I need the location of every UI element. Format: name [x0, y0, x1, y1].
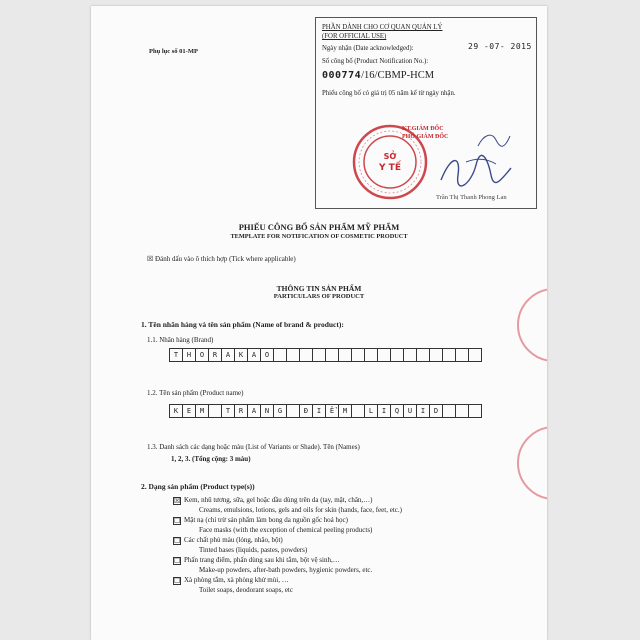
date-acknowledged-value: 29 -07- 2015: [468, 42, 532, 51]
char-cell: [469, 349, 481, 361]
char-cell: [326, 349, 339, 361]
checkbox-icon: ☐: [174, 577, 181, 585]
char-cell: M: [339, 405, 352, 417]
char-cell: [456, 349, 469, 361]
variants-value: 1, 2, 3. (Tổng cộng: 3 màu): [171, 455, 251, 463]
char-cell: T: [170, 349, 183, 361]
char-cell: [443, 349, 456, 361]
document-page: [91, 6, 547, 640]
notification-number: [322, 70, 434, 81]
char-cell: D: [430, 405, 443, 417]
tick-note-text: Đánh dấu vào ô thích hợp (Tick where applicable): [155, 255, 296, 263]
char-cell: T: [222, 405, 235, 417]
checkbox-icon: ☐: [174, 557, 181, 565]
signature-subtitle: PHÓ GIÁM ĐỐC: [402, 134, 449, 140]
char-cell: O: [196, 349, 209, 361]
official-seal-stamp: [350, 122, 430, 202]
product-name-char-grid: [169, 404, 482, 418]
annex-label: Phụ lục số 01-MP: [149, 48, 198, 55]
notification-number-stamp: 000774: [322, 70, 362, 81]
char-cell: Q: [391, 405, 404, 417]
char-cell: R: [209, 349, 222, 361]
char-cell: [456, 405, 469, 417]
product-type-en: Toilet soaps, deodorant soaps, etc: [199, 586, 293, 594]
product-name-label: 1.2. Tên sản phẩm (Product name): [147, 389, 244, 397]
char-cell: I: [417, 405, 430, 417]
signature-title: KT.GIÁM ĐỐC: [402, 126, 444, 132]
checked-checkbox-icon: ☒: [174, 497, 181, 505]
handwritten-signature: [436, 150, 516, 190]
char-cell: O: [261, 349, 274, 361]
char-cell: N: [261, 405, 274, 417]
char-cell: [417, 349, 430, 361]
char-cell: [352, 349, 365, 361]
document-title-en: TEMPLATE FOR NOTIFICATION OF COSMETIC PRODUCT: [230, 233, 408, 240]
char-cell: H: [183, 349, 196, 361]
product-type-item: [173, 556, 340, 565]
brand-char-grid: [169, 348, 482, 362]
notification-number-label: Số công bố (Product Notification No.):: [322, 58, 429, 65]
char-cell: Đ: [300, 405, 313, 417]
official-header-vi: PHẦN DÀNH CHO CƠ QUAN QUẢN LÝ: [322, 24, 443, 31]
char-cell: [339, 349, 352, 361]
product-type-vi: Kem, nhũ tương, sữa, gel hoặc dầu dùng trên da (tay, mặt, chân,…): [184, 496, 373, 504]
char-cell: [469, 405, 481, 417]
char-cell: E: [183, 405, 196, 417]
char-cell: [209, 405, 222, 417]
particulars-title-en: PARTICULARS OF PRODUCT: [273, 293, 365, 300]
particulars-title-vi: THÔNG TIN SẢN PHẨM: [276, 284, 362, 293]
product-type-vi: Các chất phủ màu (lỏng, nhão, bột): [184, 536, 283, 544]
checked-box-icon: ☒: [147, 255, 156, 263]
char-cell: A: [248, 405, 261, 417]
product-type-vi: Xà phòng tắm, xà phòng khử mùi, …: [184, 576, 289, 584]
char-cell: [443, 405, 456, 417]
document-title-vi: PHIẾU CÔNG BỐ SẢN PHẨM MỸ PHẨM: [238, 222, 400, 232]
char-cell: [378, 349, 391, 361]
product-type-en: Tinted bases (liquids, pastes, powders): [199, 546, 308, 554]
char-cell: [391, 349, 404, 361]
char-cell: [287, 405, 300, 417]
char-cell: U: [404, 405, 417, 417]
char-cell: K: [235, 349, 248, 361]
official-header-en: (FOR OFFICIAL USE): [322, 33, 387, 40]
section-1-title: 1. Tên nhãn hàng và tên sản phẩm (Name of brand & product):: [141, 320, 344, 329]
svg-text:Y TẾ: Y TẾ: [379, 163, 401, 173]
char-cell: I: [378, 405, 391, 417]
signer-name: Trần Thị Thanh Phong Lan: [436, 194, 507, 201]
product-type-item: [173, 536, 283, 545]
product-type-item: [173, 576, 289, 585]
char-cell: [274, 349, 287, 361]
date-acknowledged-label: Ngày nhận (Date acknowledged):: [322, 45, 414, 52]
product-type-en: Face masks (with the exception of chemical peeling products): [199, 526, 373, 534]
char-cell: G: [274, 405, 287, 417]
char-cell: R: [235, 405, 248, 417]
checkbox-icon: ☐: [174, 537, 181, 545]
product-type-item: [173, 496, 373, 505]
char-cell: [287, 349, 300, 361]
char-cell: Ể: [326, 405, 339, 417]
tick-note: [147, 255, 296, 263]
char-cell: [365, 349, 378, 361]
brand-label: 1.1. Nhãn hàng (Brand): [147, 336, 214, 344]
char-cell: [430, 349, 443, 361]
char-cell: [352, 405, 365, 417]
official-use-box: [315, 17, 537, 209]
variants-label: 1.3. Danh sách các dạng hoặc màu (List of Variants or Shade). Tên (Names): [147, 443, 360, 451]
product-type-en: Creams, emulsions, lotions, gels and oils for skin (hands, face, feet, etc.): [199, 506, 402, 514]
char-cell: [313, 349, 326, 361]
svg-text:SỞ: SỞ: [383, 152, 397, 161]
char-cell: L: [365, 405, 378, 417]
char-cell: K: [170, 405, 183, 417]
product-type-vi: Phấn trang điểm, phấn dùng sau khi tắm, bột vệ sinh,…: [184, 556, 340, 564]
checkbox-icon: ☐: [174, 517, 181, 525]
edge-seal-stamp-bottom: [517, 426, 547, 500]
char-cell: A: [248, 349, 261, 361]
product-type-vi: Mặt nạ (chỉ trừ sản phẩm làm bong da nguồn gốc hoá học): [184, 516, 348, 524]
initial-mark: [474, 126, 514, 156]
validity-note: Phiếu công bố có giá trị 05 năm kể từ ngày nhận.: [322, 90, 456, 97]
product-type-item: [173, 516, 348, 525]
notification-number-suffix: /16/CBMP-HCM: [361, 70, 435, 81]
char-cell: [300, 349, 313, 361]
char-cell: [404, 349, 417, 361]
char-cell: A: [222, 349, 235, 361]
section-2-title: 2. Dạng sản phẩm (Product type(s)): [141, 482, 255, 491]
char-cell: I: [313, 405, 326, 417]
product-type-en: Make-up powders, after-bath powders, hygienic powders, etc.: [199, 566, 373, 574]
char-cell: M: [196, 405, 209, 417]
